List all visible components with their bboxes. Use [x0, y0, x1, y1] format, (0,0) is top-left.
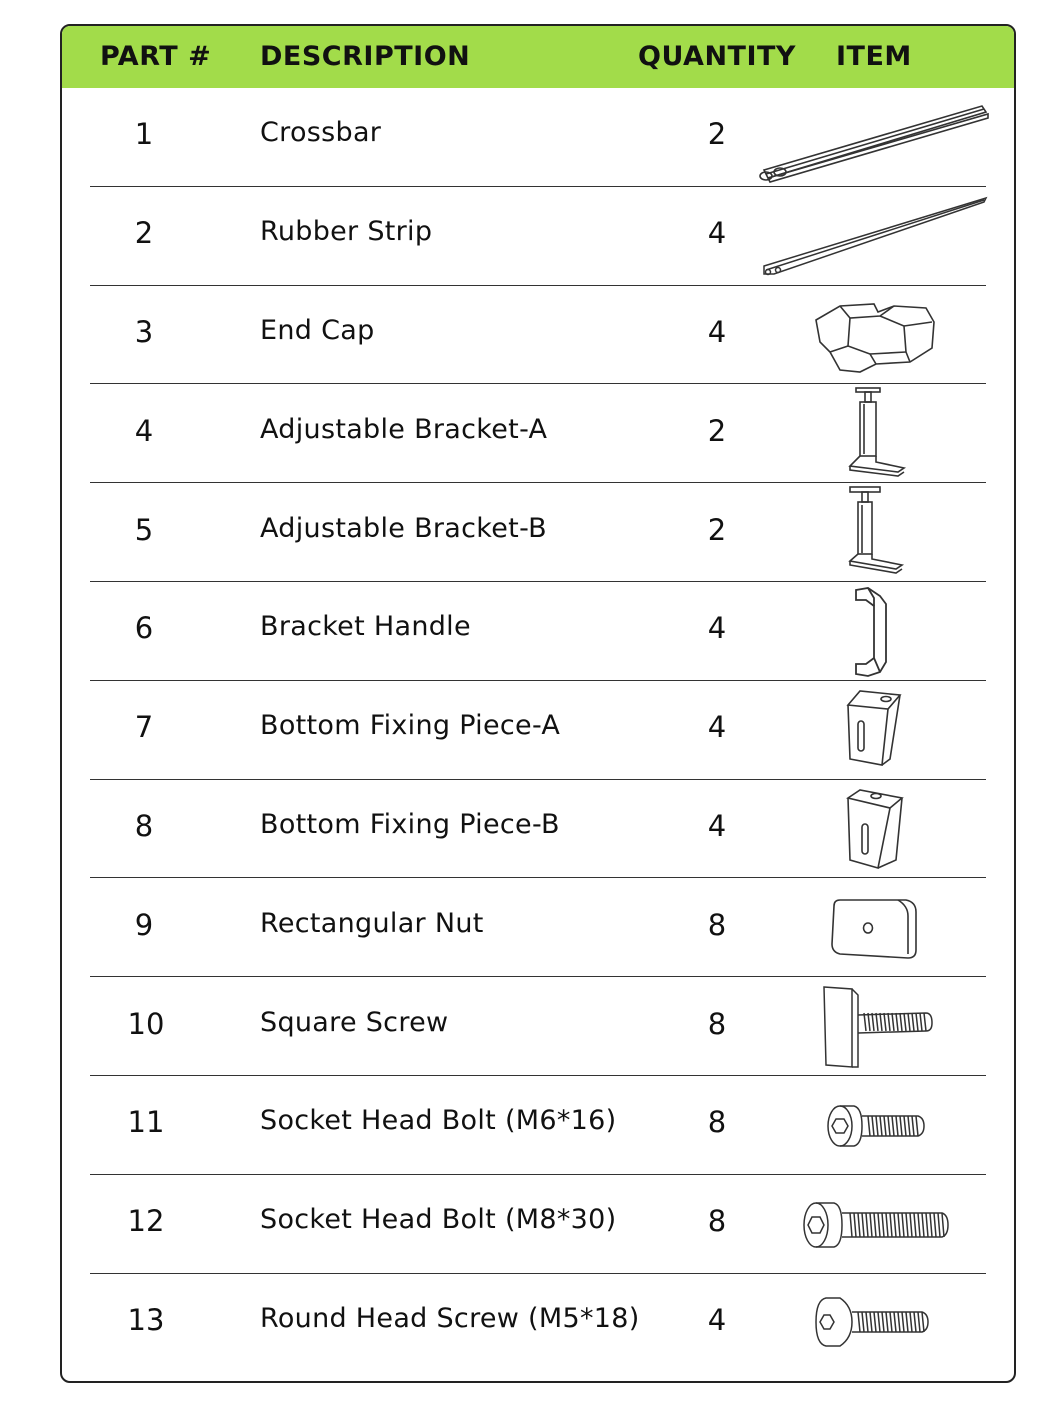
bracket-b-icon	[838, 483, 908, 581]
crossbar-icon	[752, 98, 992, 188]
part-number: 13	[127, 1302, 165, 1337]
table-row	[62, 483, 1014, 582]
part-description: Crossbar	[260, 117, 382, 149]
part-quantity: 4	[707, 216, 727, 251]
fixing-piece-a-icon	[838, 685, 908, 775]
part-number: 5	[134, 512, 154, 547]
part-description: Rubber Strip	[260, 216, 433, 248]
part-number: 3	[134, 314, 154, 349]
socket-bolt-m8-icon	[796, 1193, 952, 1257]
part-description: Rectangular Nut	[260, 907, 484, 939]
part-description: Socket Head Bolt (M8*30)	[260, 1204, 617, 1236]
part-quantity: 4	[707, 808, 727, 843]
part-number: 1	[134, 117, 154, 152]
part-description: Bracket Handle	[260, 611, 471, 643]
table-row	[62, 286, 1014, 385]
part-description: Adjustable Bracket-A	[260, 413, 548, 445]
part-quantity: 2	[707, 512, 727, 547]
table-row	[62, 1175, 1014, 1274]
table-row	[62, 1076, 1014, 1175]
table-header	[62, 26, 1014, 88]
part-description: Square Screw	[260, 1006, 449, 1038]
part-number: 9	[134, 907, 154, 942]
part-description: Bottom Fixing Piece-B	[260, 808, 560, 840]
part-number: 10	[127, 1006, 165, 1041]
square-screw-icon	[812, 981, 942, 1073]
fixing-piece-b-icon	[838, 784, 908, 874]
table-row	[62, 88, 1014, 187]
bracket-a-icon	[838, 384, 908, 482]
part-description: End Cap	[260, 314, 375, 346]
part-quantity: 2	[707, 117, 727, 152]
part-description: Adjustable Bracket-B	[260, 512, 547, 544]
part-description: Round Head Screw (M5*18)	[260, 1302, 640, 1334]
table-row	[62, 384, 1014, 483]
parts-list-panel	[60, 24, 1016, 1383]
round-head-screw-icon	[812, 1288, 936, 1356]
table-row	[62, 977, 1014, 1076]
socket-bolt-m6-icon	[818, 1094, 928, 1156]
table-row	[62, 187, 1014, 286]
part-quantity: 8	[707, 907, 727, 942]
part-number: 4	[134, 413, 154, 448]
table-row	[62, 780, 1014, 879]
rectangular-nut-icon	[826, 892, 926, 964]
rubber-strip-icon	[752, 192, 992, 282]
bracket-handle-icon	[846, 584, 902, 680]
part-number: 6	[134, 611, 154, 646]
part-number: 8	[134, 808, 154, 843]
table-row	[62, 1274, 1014, 1373]
part-quantity: 4	[707, 710, 727, 745]
table-row	[62, 681, 1014, 780]
table-row	[62, 582, 1014, 681]
part-number: 2	[134, 216, 154, 251]
end-cap-icon	[810, 292, 940, 377]
part-quantity: 4	[707, 314, 727, 349]
part-quantity: 4	[707, 1302, 727, 1337]
part-number: 7	[134, 710, 154, 745]
part-description: Bottom Fixing Piece-A	[260, 710, 561, 742]
part-quantity: 2	[707, 413, 727, 448]
part-quantity: 8	[707, 1204, 727, 1239]
table-row	[62, 878, 1014, 977]
header-quantity: QUANTITY	[638, 41, 796, 72]
part-number: 11	[127, 1105, 165, 1140]
part-quantity: 8	[707, 1006, 727, 1041]
part-number: 12	[127, 1204, 165, 1239]
part-description: Socket Head Bolt (M6*16)	[260, 1105, 617, 1137]
part-quantity: 8	[707, 1105, 727, 1140]
part-quantity: 4	[707, 611, 727, 646]
header-part: PART #	[100, 41, 212, 72]
header-item: ITEM	[836, 41, 912, 72]
header-description: DESCRIPTION	[260, 41, 471, 72]
